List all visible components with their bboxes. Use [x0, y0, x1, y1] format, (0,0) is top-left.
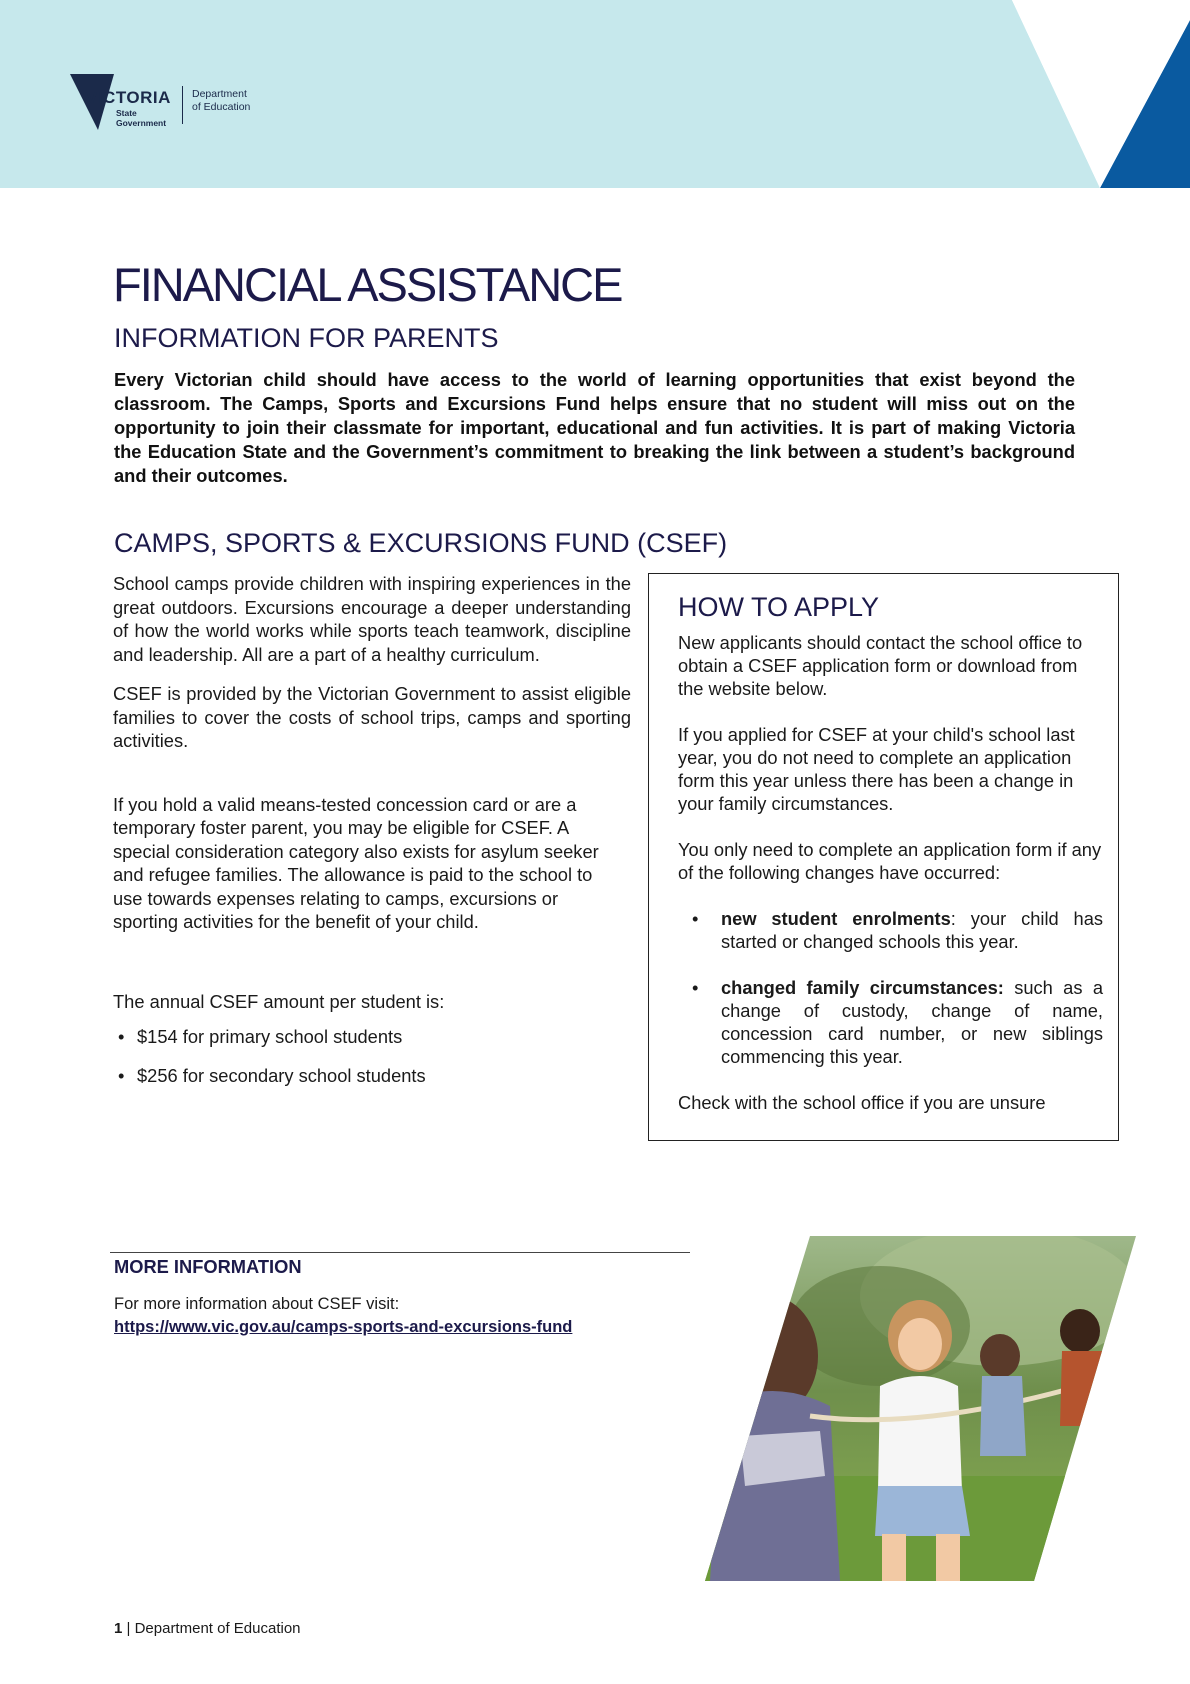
logo-subtitle: State Government	[116, 108, 167, 128]
list-item: • changed family circumstances: such as a change of custody, change of name, concession card number, or new siblings commencing this year.	[692, 977, 1103, 1067]
how-to-apply-box	[648, 573, 1119, 1141]
page-title: FINANCIAL ASSISTANCE	[113, 258, 622, 311]
how-to-apply-returning: If you applied for CSEF at your child's school last year, you do not need to complete an application form this year unless there has been a change in your family circumstances.	[678, 724, 1075, 814]
csef-amount-intro: The annual CSEF amount per student is:	[113, 990, 445, 1012]
csef-amount-list	[113, 1025, 631, 1087]
list-item: • new student enrolments: your child has started or changed schools this year.	[692, 908, 1104, 952]
csef-paragraph-provided: CSEF is provided by the Victorian Government to assist eligible families to cover the costs of school trips, camps and sporting activities.	[113, 683, 631, 751]
intro-paragraph: Every Victorian child should have access to the world of learning opportunities that exist beyond the classroom. The Camps, Sports and Excursions Fund helps ensure that no student will miss out on the opportunity to join their classmate for important, educational and fun activities. It is part of making Victoria the Education State and the Government’s commitment to breaking the link between a student’s background and their outcomes.	[114, 369, 1075, 486]
csef-website-link[interactable]: https://www.vic.gov.au/camps-sports-and-excursions-fund	[114, 1318, 573, 1336]
csef-content	[113, 572, 631, 1102]
logo-wordmark: VICTORIA	[86, 88, 171, 107]
how-to-apply-new-applicants: New applicants should contact the school office to obtain a CSEF application form or download from the website below.	[678, 632, 1083, 699]
more-info-divider	[110, 1252, 690, 1253]
how-to-apply-heading: HOW TO APPLY	[678, 592, 880, 622]
page-number: 1	[114, 1620, 123, 1637]
victoria-logo	[68, 72, 268, 134]
list-item: • $256 for secondary school students	[118, 1064, 426, 1086]
more-info-heading: MORE INFORMATION	[114, 1256, 302, 1277]
csef-heading: CAMPS, SPORTS & EXCURSIONS FUND (CSEF)	[114, 528, 728, 558]
children-tug-of-war-photo	[700, 1236, 1140, 1581]
list-item: • $154 for primary school students	[118, 1026, 403, 1047]
footer-department: Department of Education	[134, 1620, 301, 1637]
page-subtitle: INFORMATION FOR PARENTS	[114, 323, 499, 353]
page-footer: 1 | Department of Education	[114, 1620, 301, 1637]
csef-paragraph-eligibility: If you hold a valid means-tested concession card or are a temporary foster parent, you may be eligible for CSEF. A special consideration category also exists for asylum seeker and refugee families. The allowance is paid to the school to use towards expenses relating to camps, excursions or sporting activities for the benefit of your child.	[113, 793, 599, 932]
how-to-apply-change-list	[678, 907, 1103, 1068]
how-to-apply-closing: Check with the school office if you are unsure	[678, 1092, 1046, 1113]
logo-divider	[182, 86, 183, 124]
department-name: Department of Education	[192, 88, 251, 113]
how-to-apply-changes-intro: You only need to complete an application form if any of the following changes have occurred:	[678, 839, 1102, 883]
more-info-text: For more information about CSEF visit:	[114, 1295, 400, 1313]
csef-paragraph-camps: School camps provide children with inspiring experiences in the great outdoors. Excursions encourage a deeper understanding of how the world works while sports teach teamwork, discipline and leadership. All are a part of a healthy curriculum.	[113, 573, 631, 665]
